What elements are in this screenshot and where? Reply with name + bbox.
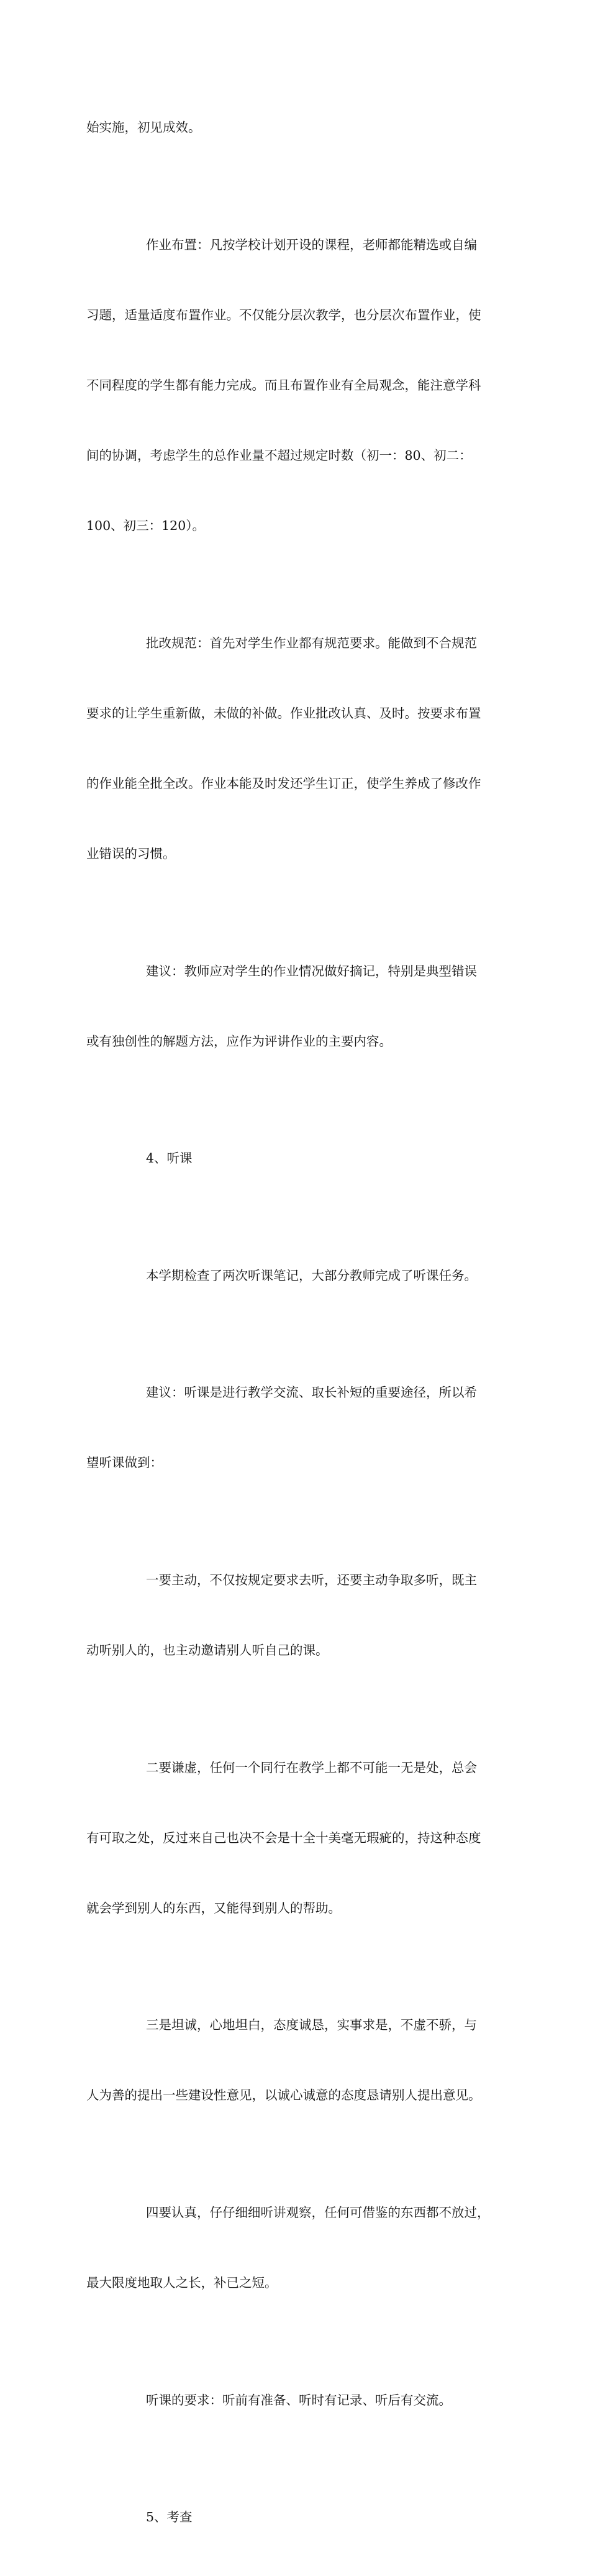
text-line: 有可取之处，反过来自己也决不会是十全十美毫无瑕疵的，持这种态度 [86,1830,481,1845]
text-line: 4、听课 [146,1151,193,1166]
text-line: 要求的让学生重新做，未做的补做。作业批改认真、及时。按要求布置 [86,705,481,721]
text-line: 5、考查 [146,2510,193,2525]
paragraph-point-four [86,2155,515,2342]
text-line: 三是坦诚，心地坦白，态度诚恳，实事求是，不虚不骄，与 [146,2017,477,2033]
paragraph-observation-check [86,1217,515,1335]
paragraph-observation-requirements [86,2342,515,2459]
section-heading-examination [86,2459,515,2576]
text-line: 动听别人的，也主动邀请别人听自己的课。 [86,1643,329,1658]
text-line: 最大限度地取人之长，补已之短。 [86,2275,278,2291]
text-line: 批改规范：首先对学生作业都有规范要求。能做到不合规范 [146,635,477,651]
paragraph-suggestion-observation [86,1335,515,1522]
paragraph [86,70,515,187]
text-line: 建议：教师应对学生的作业情况做好摘记，特别是典型错误 [146,963,477,979]
text-line: 建议：听课是进行教学交流、取长补短的重要途径，所以希 [146,1385,477,1400]
text-line: 100、初三：120）。 [86,518,206,534]
text-line: 二要谦虚，任何一个同行在教学上都不可能一无是处，总会 [146,1760,477,1775]
text-line: 作业布置：凡按学校计划开设的课程，老师都能精选或自编 [146,237,477,252]
text-line: 人为善的提出一些建设性意见，以诚心诚意的态度恳请别人提出意见。 [86,2088,481,2103]
section-heading-lesson-observation [86,1100,515,1218]
text-line: 本学期检查了两次听课笔记，大部分教师完成了听课任务。 [146,1267,477,1283]
text-line: 四要认真，仔仔细细听讲观察，任何可借鉴的东西都不放过， [146,2204,490,2220]
text-line: 业错误的习惯。 [86,846,176,862]
text-line: 望听课做到： [86,1455,163,1471]
text-line: 习题，适量适度布置作业。不仅能分层次教学，也分层次布置作业，使 [86,308,481,323]
text-line: 听课的要求：听前有准备、听时有记录、听后有交流。 [146,2392,452,2408]
text-line: 就会学到别人的东西，又能得到别人的帮助。 [86,1900,341,1916]
text-line: 的作业能全批全改。作业本能及时发还学生订正，使学生养成了修改作 [86,776,481,792]
paragraph-point-three [86,1967,515,2155]
text-line: 间的协调，考虑学生的总作业量不超过规定时数（初一：80、初二： [86,448,472,464]
document-body [86,70,515,2576]
text-line: 或有独创性的解题方法，应作为评讲作业的主要内容。 [86,1033,392,1049]
paragraph-point-two [86,1709,515,1967]
text-line: 始实施，初见成效。 [86,120,201,135]
paragraph-suggestion-homework [86,913,515,1100]
text-line: 不同程度的学生都有能力完成。而且布置作业有全局观念，能注意学科 [86,378,481,393]
paragraph-grading-standards [86,585,515,913]
paragraph-point-one [86,1522,515,1710]
paragraph-homework-assignment [86,187,515,585]
text-line: 一要主动，不仅按规定要求去听，还要主动争取多听，既主 [146,1573,477,1587]
